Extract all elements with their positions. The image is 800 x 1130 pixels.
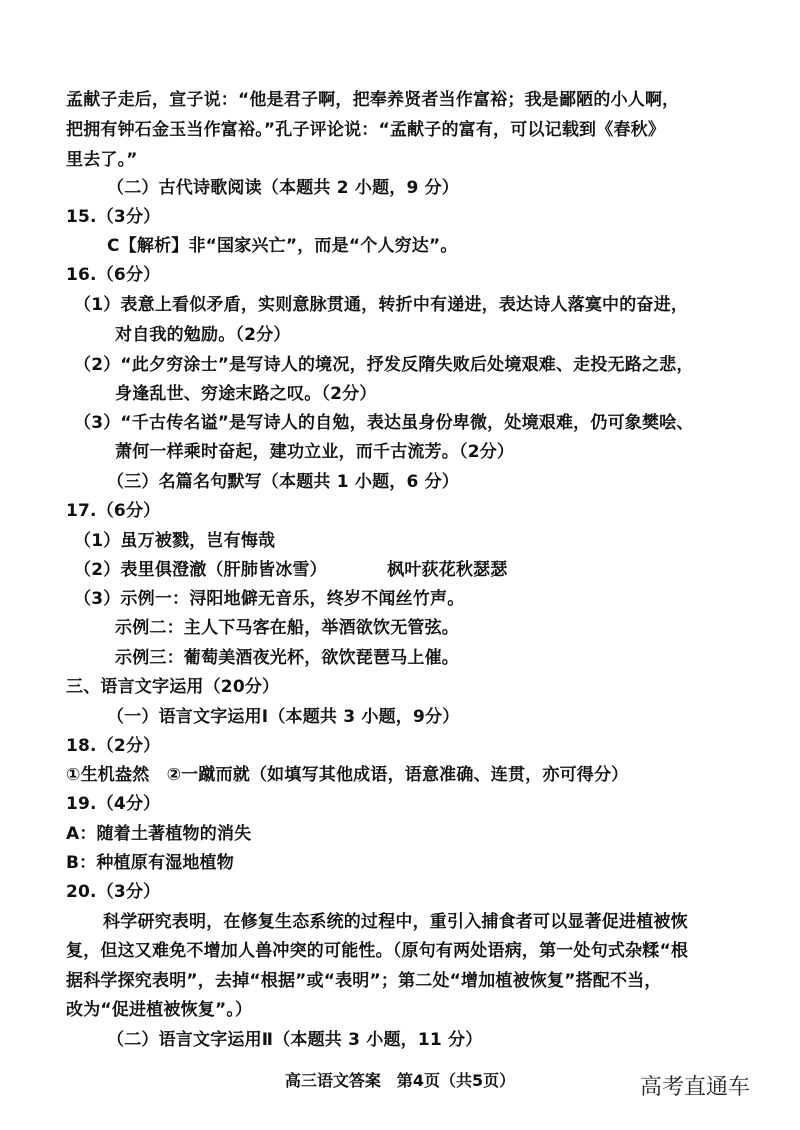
text-line: （3）示例一：浔阳地僻无音乐，终岁不闻丝竹声。 (74, 589, 465, 609)
text-line: 改为“促进植被恢复”。） (66, 1000, 253, 1020)
text-line: 示例三：葡萄美酒夜光杯，欲饮琵琶马上催。 (115, 648, 459, 668)
section-heading: （一）语言文字运用Ⅰ（本题共 3 小题，9分） (107, 707, 460, 727)
question-number: 17.（6分） (66, 501, 161, 521)
text-line: 里去了。” (66, 150, 138, 170)
question-number: 15.（3分） (66, 207, 161, 227)
section-heading: （二）古代诗歌阅读（本题共 2 小题，9 分） (107, 178, 460, 198)
text-line: 复，但这又难免不增加人兽冲突的可能性。（原句有两处语病，第一处句式杂糅“根 (66, 941, 689, 961)
text-line: C【解析】非“国家兴亡”，而是“个人穷达”。 (107, 236, 458, 256)
text-line: （2）表里俱澄澈（肝肺皆冰雪） 枫叶荻花秋瑟瑟 (74, 560, 508, 580)
text-line: 科学研究表明，在修复生态系统的过程中，重引入捕食者可以显著促进植被恢 (103, 912, 688, 932)
section-heading: （二）语言文字运用Ⅱ（本题共 3 小题，11 分） (107, 1030, 483, 1050)
text-line: 萧何一样乘时奋起，建功立业，而千古流芳。（2分） (115, 442, 515, 462)
text-line: （1）虽万被戮，岂有悔哉 (74, 531, 276, 551)
text-line: 据科学探究表明”，去掉“根据”或“表明”；第二处“增加植被恢复”搭配不当， (66, 971, 662, 991)
text-line: 对自我的勉励。（2分） (115, 325, 291, 345)
text-line: （1）表意上看似矛盾，实则意脉贯通，转折中有递进，表达诗人落寞中的奋进， (74, 295, 689, 315)
text-line: 身逢乱世、穷途末路之叹。（2分） (115, 384, 377, 404)
text-line: A：随着土著植物的消失 (66, 824, 252, 844)
text-line: ①生机盎然 ②一蹴而就（如填写其他成语，语意准确、连贯，亦可得分） (66, 765, 629, 785)
text-line: 孟献子走后，宣子说：“他是君子啊，把奉养贤者当作富裕；我是鄙陋的小人啊， (66, 90, 680, 110)
question-number: 18.（2分） (66, 736, 161, 756)
section-heading: （三）名篇名句默写（本题共 1 小题，6 分） (107, 472, 460, 492)
question-number: 19.（4分） (66, 794, 161, 814)
question-number: 16.（6分） (66, 265, 161, 285)
section-heading: 三、语言文字运用（20分） (66, 677, 280, 697)
page-footer: 高三语文答案 第4页（共5页） (284, 1071, 516, 1090)
watermark-logo: 高考直通车 (640, 1075, 751, 1100)
question-number: 20.（3分） (66, 882, 161, 902)
text-line: （3）“千古传名谥”是写诗人的自勉，表达虽身份卑微，处境艰难，仍可象樊哙、 (74, 413, 694, 433)
text-line: 把拥有钟石金玉当作富裕。”孔子评论说：“孟献子的富有，可以记载到《春秋》 (66, 120, 666, 140)
text-line: （2）“此夕穷涂士”是写诗人的境况，抒发反隋失败后处境艰难、走投无路之悲， (74, 355, 694, 375)
text-line: 示例二：主人下马客在船，举酒欲饮无管弦。 (115, 618, 459, 638)
text-line: B：种植原有湿地植物 (66, 853, 234, 873)
